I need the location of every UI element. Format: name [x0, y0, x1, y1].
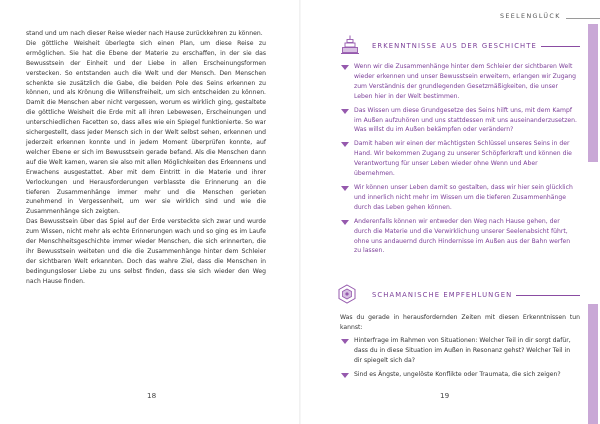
list-item: Damit haben wir einen der mächtigsten Schlüssel unseres Seins in der Hand. Wir bekommen Zugang zu unserer Schöpferkraft und können die Verantwortung für unser Leben wieder ohne Wenn und Aber übernehmen. — [340, 139, 578, 179]
list-item: Wir können unser Leben damit so gestalten, dass wir hier sein glücklich und innerlich nicht mehr im Wissen um die tieferen Zusammenhänge durch das Leben gehen können. — [340, 183, 578, 213]
list-item: Sind es Ängste, ungelöste Konflikte oder Traumata, die sich zeigen? — [340, 370, 578, 380]
decorative-ribbon-top — [588, 24, 598, 162]
paragraph: Das Bewusstsein über das Spiel auf der Erde versteckte sich zwar und wurde zum Wissen, nicht mehr als echte Erinnerungen wach und so ging es im Laufe der Menschheitsgeschichte immer wieder Menschen, die sich erinnerten, die ihr Bewusstsein weiteten und die die Zusammenhänge hinter dem Schleier der sichtbaren Welt erkannten. Doch das wahre Ziel, dass die Menschen in bedingungsloser Liebe zu uns selbst finden, dass sie sich wieder den Weg nach Hause finden. — [26, 218, 266, 285]
recommendations-intro: Was du gerade in herausfordernden Zeiten mit diesen Erkenntnissen tun kannst: — [340, 314, 580, 331]
page-number-left: 18 — [147, 391, 157, 400]
list-item: Hinterfrage im Rahmen von Situationen: Welcher Teil in dir sorgt dafür, dass du in diese Situation im Außen in Resonanz gehst? Welcher Teil in dir spiegelt sich da? — [340, 336, 578, 366]
section-title: SCHAMANISCHE EMPFEHLUNGEN — [368, 291, 516, 299]
triangle-bullet-icon — [341, 142, 349, 147]
section-header-recommendations — [352, 289, 582, 301]
section-header-insights — [352, 40, 582, 52]
recommendations-list — [340, 336, 578, 384]
insights-list — [340, 62, 578, 260]
running-head-rule — [566, 18, 600, 19]
decorative-ribbon-bottom — [588, 304, 598, 424]
section-title: ERKENNTNISSE AUS DER GESCHICHTE — [368, 42, 541, 50]
triangle-bullet-icon — [341, 373, 349, 378]
triangle-bullet-icon — [341, 220, 349, 225]
list-item: Anderenfalls können wir entweder den Weg nach Hause gehen, der durch die Materie und die Verwirklichung unserer Seelenabsicht führt, ohne uns andauernd durch Hindernisse im Außen aus der Bahn werfen zu lassen. — [340, 217, 578, 257]
left-body-text — [26, 29, 266, 287]
list-item: Wenn wir die Zusammenhänge hinter dem Schleier der sichtbaren Welt wieder erkennen und unser Bewusstsein erweitern, erlangen wir Zugang zum Verständnis der grundlegenden Gesetzmäßigkeiten, die unser Leben hier in der Welt bestimmen. — [340, 62, 578, 102]
list-item: Das Wissen um diese Grundgesetze des Seins hilft uns, mit dem Kampf im Außen aufzuhören und uns stattdessen mit uns auseinanderzusetzen. Was willst du im Außen bekämpfen oder verändern? — [340, 106, 578, 136]
triangle-bullet-icon — [341, 109, 349, 114]
running-head: SEELENGLÜCK — [500, 13, 561, 20]
paragraph: Die göttliche Weisheit überlegte sich einen Plan, um diese Reise zu ermöglichen. Sie hat die Ebene der Materie zu erschaffen, in der sie das Bewusstsein der Einheit und der Liebe in allen Erscheinungsformen verstecken. So entstanden auch die Welt und der Mensch. Den Menschen schenkte sie zusätzlich die Gabe, die beiden Pole des Seins erkennen zu können, und als Krönung die Willensfreiheit, um sich entscheiden zu können. Damit die Menschen aber nicht vergessen, worum es wirklich ging, gestaltete die göttliche Weisheit die Erde mit all ihren Lebewesen, Erscheinungen und unterschiedlichen Facetten so, dass alles wie ein Spiegel funktionierte. So war sichergestellt, dass jeder Mensch sich in der Welt selbst sehen, erkennen und jederzeit erkennen konnte und in jedem Moment überprüfen konnte, auf welcher Ebene er sich im Bewusstsein gerade befand. Als die Menschen dann auf die Welt kamen, waren sie also mit allen Möglichkeiten des Erkennens und Erwachens ausgestattet. Aber mit dem Eintritt in die Materie und ihrer Verlockungen und Herausforderungen verblasste die Erinnerung an die tieferen Zusammenhänge immer mehr und die Menschen gerieten zunehmend in Vergessenheit, um wer sie wirklich sind und wie die Zusammenhänge sich zeigten. — [26, 39, 266, 216]
page-number-right: 19 — [440, 391, 450, 400]
triangle-bullet-icon — [341, 186, 349, 191]
triangle-bullet-icon — [341, 65, 349, 70]
triangle-bullet-icon — [341, 339, 349, 344]
paragraph: stand und um nach dieser Reise wieder nach Hause zurückkehren zu können. — [26, 30, 263, 37]
